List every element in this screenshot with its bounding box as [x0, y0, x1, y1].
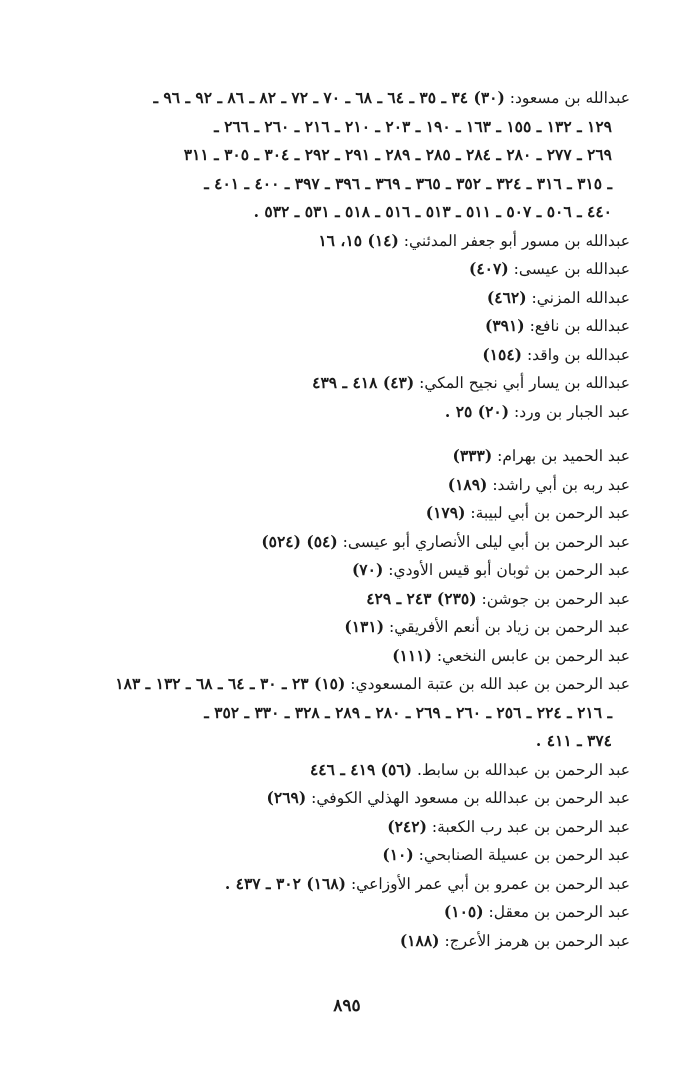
index-entry — [60, 927, 630, 956]
index-entry — [60, 442, 630, 471]
entry-name: عبد الرحمن بن عبد الله بن عتبة المسعودي: — [350, 675, 630, 693]
entry-refs: (١٨٩) — [447, 474, 488, 494]
entry-continuation — [60, 699, 630, 728]
entry-name: عبدالله بن مسور أبو جعفر المدئني: — [403, 231, 630, 250]
entry-name: عبد الرحمن بن هرمز الأعرج: — [444, 931, 630, 950]
entry-continuation — [60, 727, 630, 756]
index-entry — [60, 870, 630, 899]
entry-refs: ـ ٣١٥ ـ ٣١٦ ـ ٣٢٤ ـ ٣٥٢ ـ ٣٦٥ ـ ٣٦٩ ـ ٣٩٦ ـ ٣٩٧ ـ ٤٠٠ ـ ٤٠١ ـ — [204, 173, 612, 193]
index-entry — [60, 813, 630, 842]
entry-name: عبد ربه بن أبي راشد: — [492, 475, 630, 494]
entry-refs: (١٧٩) — [425, 503, 466, 522]
index-entry — [60, 255, 630, 284]
entry-name: عبد الرحمن بن ثوبان أبو قيس الأودي: — [388, 561, 630, 579]
entry-refs: (٤٦٢) — [486, 287, 527, 307]
entry-name: عبدالله بن عيسى: — [513, 260, 630, 278]
entry-name: عبد الجبار بن ورد: — [514, 402, 630, 421]
index-list-bottom — [60, 442, 630, 955]
entry-name: عبد الرحمن بن عبد رب الكعبة: — [431, 817, 630, 836]
index-entry — [60, 369, 630, 398]
entry-refs: (٥٦) ٤١٩ ـ ٤٤٦ — [309, 759, 413, 779]
index-entry — [60, 585, 630, 614]
index-entry — [60, 284, 630, 313]
entry-refs: ١٢٩ ـ ١٣٢ ـ ١٥٥ ـ ١٦٣ ـ ١٩٠ ـ ٢٠٣ ـ ٢١٠ ـ ٢١٦ ـ ٢٦٠ ـ ٢٦٦ ـ — [214, 116, 612, 136]
entry-refs: (٤٣) ٤١٨ ـ ٤٣٩ — [312, 373, 415, 392]
entry-name: عبدالله بن واقد: — [526, 345, 630, 364]
entry-name: عبد الرحمن بن أبي ليلى الأنصاري أبو عيسى: — [342, 532, 630, 551]
entry-refs: (٢٦٩) — [266, 788, 307, 807]
entry-refs: (١٠) — [382, 845, 414, 864]
index-entry — [60, 556, 630, 585]
entry-name: عبد الرحمن بن عبدالله بن سابط. — [416, 760, 630, 779]
index-entry — [60, 471, 630, 500]
index-entry — [60, 642, 630, 671]
index-entry — [60, 784, 630, 813]
entry-continuation — [60, 141, 630, 170]
entry-name: عبد الرحمن بن معقل: — [488, 903, 630, 921]
index-entry — [60, 227, 630, 256]
index-entry — [60, 841, 630, 870]
entry-refs: ـ ٢١٦ ـ ٢٢٤ ـ ٢٥٦ ـ ٢٦٠ ـ ٢٦٩ ـ ٢٨٠ ـ ٢٨٩ ـ ٣٢٨ ـ ٣٣٠ ـ ٣٥٢ ـ — [204, 702, 612, 722]
index-entry — [60, 670, 630, 699]
entry-refs: (١٦٨) ٣٠٢ ـ ٤٣٧ . — [224, 873, 346, 893]
entry-name: عبد الرحمن بن زياد بن أنعم الأفريقي: — [388, 618, 630, 636]
index-entry — [60, 528, 630, 557]
entry-refs: (٥٤) (٥٢٤) — [261, 531, 338, 551]
entry-name: عبد الرحمن بن جوشن: — [481, 589, 630, 608]
entry-continuation — [60, 170, 630, 199]
entry-refs: (١٣١) — [344, 617, 385, 636]
entry-refs: (١٥) ٢٣ ـ ٣٠ ـ ٦٤ ـ ٦٨ ـ ١٣٢ ـ ١٨٣ — [115, 674, 346, 693]
index-entry — [60, 756, 630, 785]
entry-name: عبد الرحمن بن عبدالله بن مسعود الهذلي الكوفي: — [311, 789, 630, 807]
entry-refs: (٢٣٥) ٢٤٣ ـ ٤٢٩ — [366, 588, 477, 608]
entry-refs: (١٠٥) — [443, 902, 484, 921]
entry-refs: (٣٣٣) — [452, 446, 493, 465]
entry-name: عبد الحميد بن بهرام: — [497, 447, 630, 465]
index-entry — [60, 898, 630, 927]
entry-refs: (٣٩١) — [484, 316, 525, 335]
entry-continuation — [60, 198, 630, 227]
index-entry — [60, 398, 630, 427]
index-entry — [60, 499, 630, 528]
entry-name: عبدالله بن نافع: — [529, 317, 630, 335]
entry-refs: (٢٠) ٢٥ . — [444, 401, 510, 421]
entry-name: عبد الرحمن بن عابس النخعي: — [436, 646, 630, 665]
entry-refs: ٤٤٠ ـ ٥٠٦ ـ ٥٠٧ ـ ٥١١ ـ ٥١٣ ـ ٥١٦ ـ ٥١٨ ـ ٥٣١ ـ ٥٣٢ . — [253, 202, 612, 221]
entry-name: عبد الرحمن بن عمرو بن أبي عمر الأوزاعي: — [350, 874, 630, 893]
entry-refs: ٢٦٩ ـ ٢٧٧ ـ ٢٨٠ ـ ٢٨٤ ـ ٢٨٥ ـ ٢٨٩ ـ ٢٩١ ـ ٢٩٢ ـ ٣٠٤ ـ ٣٠٥ ـ ٣١١ — [183, 145, 612, 164]
entry-name: عبد الرحمن بن عسيلة الصنابحي: — [418, 846, 630, 864]
entry-refs: (١٨٨) — [399, 930, 440, 950]
entry-refs: (١١١) — [392, 645, 432, 665]
index-entry — [60, 613, 630, 642]
entry-refs: (١٤) ١٥، ١٦ — [318, 230, 399, 250]
index-entry — [60, 84, 630, 113]
entry-refs: (٢٤٢) — [387, 816, 427, 836]
entry-name: عبدالله بن مسعود: — [509, 89, 630, 107]
index-list-top — [60, 84, 630, 426]
entry-refs: ٣٧٤ ـ ٤١١ . — [535, 731, 612, 750]
entry-refs: (١٥٤) — [482, 344, 522, 364]
entry-refs: (٣٠) ٣٤ ـ ٣٥ ـ ٦٤ ـ ٦٨ ـ ٧٠ ـ ٧٢ ـ ٨٢ ـ ٨٦ ـ ٩٢ ـ ٩٦ ـ — [153, 88, 505, 107]
entry-refs: (٧٠) — [351, 560, 384, 579]
entry-name: عبد الرحمن بن أبي لبيبة: — [470, 504, 630, 522]
section-gap — [60, 426, 630, 442]
entry-name: عبدالله بن يسار أبي نجيح المكي: — [419, 374, 630, 392]
index-entry — [60, 312, 630, 341]
index-entry — [60, 341, 630, 370]
index-page — [60, 84, 630, 955]
entry-refs: (٤٠٧) — [468, 259, 509, 278]
page-number: ٨٩٥ — [333, 996, 361, 1016]
entry-continuation — [60, 113, 630, 142]
entry-name: عبدالله المزني: — [531, 288, 630, 307]
